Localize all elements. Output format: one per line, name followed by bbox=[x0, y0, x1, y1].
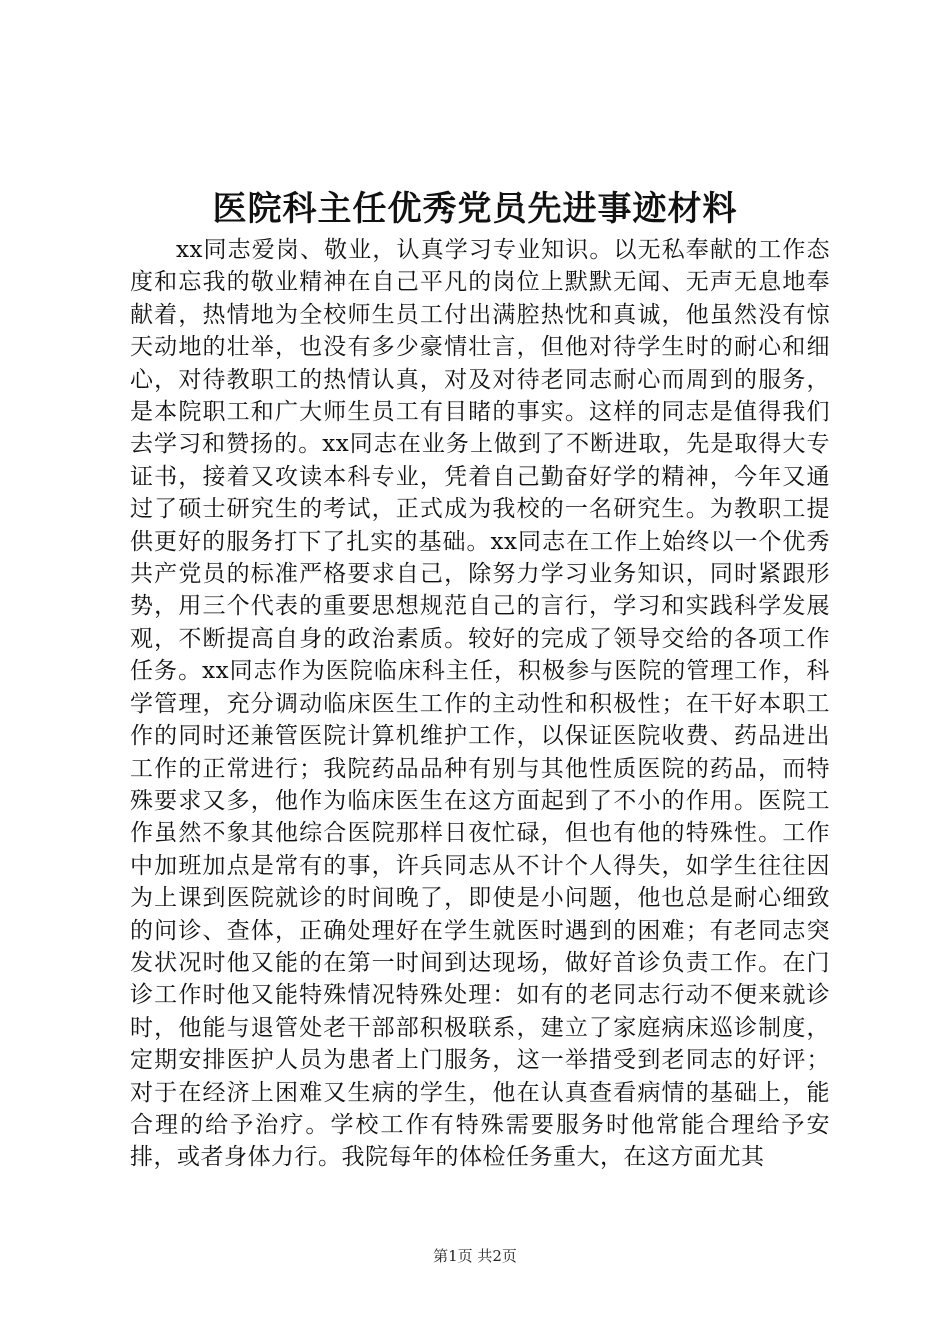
page-footer: 第1页 共2页 bbox=[433, 1247, 517, 1265]
body-paragraph: xx同志爱岗、敬业，认真学习专业知识。以无私奉献的工作态度和忘我的敬业精神在自己平凡的岗位上默默无闻、无声无息地奉献着，热情地为全校师生员工付出满腔热忱和真诚，他虽然没有惊天动地的壮举，也没有多少豪情壮言，但他对待学生时的耐心和细心，对待教职工的热情认真，对及对待老同志耐心而周到的服务，是本院职工和广大师生员工有目睹的事实。这样的同志是值得我们去学习和赞扬的。xx同志在业务上做到了不断进取，先是取得大专证书，接着又攻读本科专业，凭着自己勤奋好学的精神，今年又通过了硕士研究生的考试，正式成为我校的一名研究生。为教职工提供更好的服务打下了扎实的基础。xx同志在工作上始终以一个优秀共产党员的标准严格要求自己，除努力学习业务知识，同时紧跟形势，用三个代表的重要思想规范自己的言行，学习和实践科学发展观，不断提高自身的政治素质。较好的完成了领导交给的各项工作任务。xx同志作为医院临床科主任，积极参与医院的管理工作，科学管理，充分调动临床医生工作的主动性和积极性；在干好本职工作的同时还兼管医院计算机维护工作，以保证医院收费、药品进出工作的正常进行；我院药品品种有别与其他性质医院的药品，而特殊要求又多，他作为临床医生在这方面起到了不小的作用。医院工作虽然不象其他综合医院那样日夜忙碌，但也有他的特殊性。工作中加班加点是常有的事，许兵同志从不计个人得失，如学生往往因为上课到医院就诊的时间晚了，即使是小问题，他也总是耐心细致的问诊、查体，正确处理好在学生就医时遇到的困难；有老同志突发状况时他又能的在第一时间到达现场，做好首诊负责工作。在门诊工作时他又能特殊情况特殊处理：如有的老同志行动不便来就诊时，他能与退管处老干部部积极联系，建立了家庭病床巡诊制度，定期安排医护人员为患者上门服务，这一举措受到老同志的好评；对于在经济上困难又生病的学生，他在认真查看病情的基础上，能合理的给予治疗。学校工作有特殊需要服务时他常能合理给予安排，或者身体力行。我院每年的体检任务重大，在这方面尤其 bbox=[130, 237, 830, 1171]
document-title: 医院科主任优秀党员先进事迹材料 bbox=[212, 189, 738, 229]
